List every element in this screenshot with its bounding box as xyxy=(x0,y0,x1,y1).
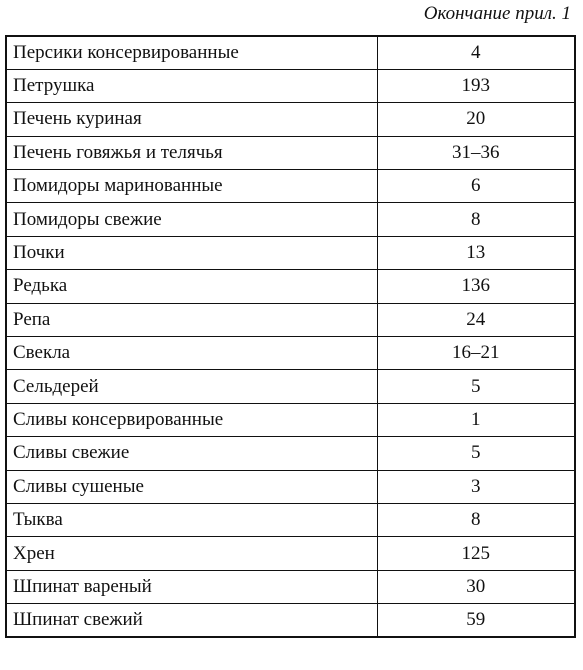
row-name-cell: Хрен xyxy=(6,537,377,570)
row-value-cell: 16–21 xyxy=(377,337,575,370)
row-value-cell: 1 xyxy=(377,403,575,436)
table-row xyxy=(6,370,575,403)
table-row xyxy=(6,170,575,203)
row-value-cell: 24 xyxy=(377,303,575,336)
row-name-cell: Помидоры маринованные xyxy=(6,170,377,203)
table-row xyxy=(6,303,575,336)
row-name-cell: Печень говяжья и телячья xyxy=(6,136,377,169)
row-value-cell: 13 xyxy=(377,236,575,269)
table-row xyxy=(6,236,575,269)
table-row xyxy=(6,270,575,303)
row-name-cell: Сливы сушеные xyxy=(6,470,377,503)
row-value-cell: 6 xyxy=(377,170,575,203)
row-value-cell: 193 xyxy=(377,69,575,102)
row-name-cell: Репа xyxy=(6,303,377,336)
row-value-cell: 30 xyxy=(377,570,575,603)
table-row xyxy=(6,103,575,136)
table-row xyxy=(6,503,575,536)
row-name-cell: Редька xyxy=(6,270,377,303)
table-row xyxy=(6,604,575,637)
row-value-cell: 4 xyxy=(377,36,575,69)
table-row xyxy=(6,36,575,69)
row-name-cell: Печень куриная xyxy=(6,103,377,136)
row-value-cell: 5 xyxy=(377,437,575,470)
data-table xyxy=(5,35,576,638)
row-name-cell: Сливы консервированные xyxy=(6,403,377,436)
row-value-cell: 59 xyxy=(377,604,575,637)
table-row xyxy=(6,470,575,503)
table-row xyxy=(6,403,575,436)
row-name-cell: Свекла xyxy=(6,337,377,370)
table-row xyxy=(6,570,575,603)
table-row xyxy=(6,437,575,470)
row-value-cell: 8 xyxy=(377,203,575,236)
table-row xyxy=(6,203,575,236)
row-value-cell: 136 xyxy=(377,270,575,303)
table-row xyxy=(6,337,575,370)
table-row xyxy=(6,136,575,169)
row-value-cell: 3 xyxy=(377,470,575,503)
row-name-cell: Шпинат вареный xyxy=(6,570,377,603)
row-name-cell: Шпинат свежий xyxy=(6,604,377,637)
row-name-cell: Тыква xyxy=(6,503,377,536)
table-caption: Окончание прил. 1 xyxy=(423,3,571,24)
row-value-cell: 5 xyxy=(377,370,575,403)
table-row xyxy=(6,537,575,570)
row-name-cell: Сливы свежие xyxy=(6,437,377,470)
row-value-cell: 8 xyxy=(377,503,575,536)
row-value-cell: 125 xyxy=(377,537,575,570)
row-value-cell: 20 xyxy=(377,103,575,136)
table-row xyxy=(6,69,575,102)
row-name-cell: Петрушка xyxy=(6,69,377,102)
row-name-cell: Сельдерей xyxy=(6,370,377,403)
row-value-cell: 31–36 xyxy=(377,136,575,169)
row-name-cell: Персики консервированные xyxy=(6,36,377,69)
row-name-cell: Почки xyxy=(6,236,377,269)
table-body xyxy=(6,36,575,637)
row-name-cell: Помидоры свежие xyxy=(6,203,377,236)
